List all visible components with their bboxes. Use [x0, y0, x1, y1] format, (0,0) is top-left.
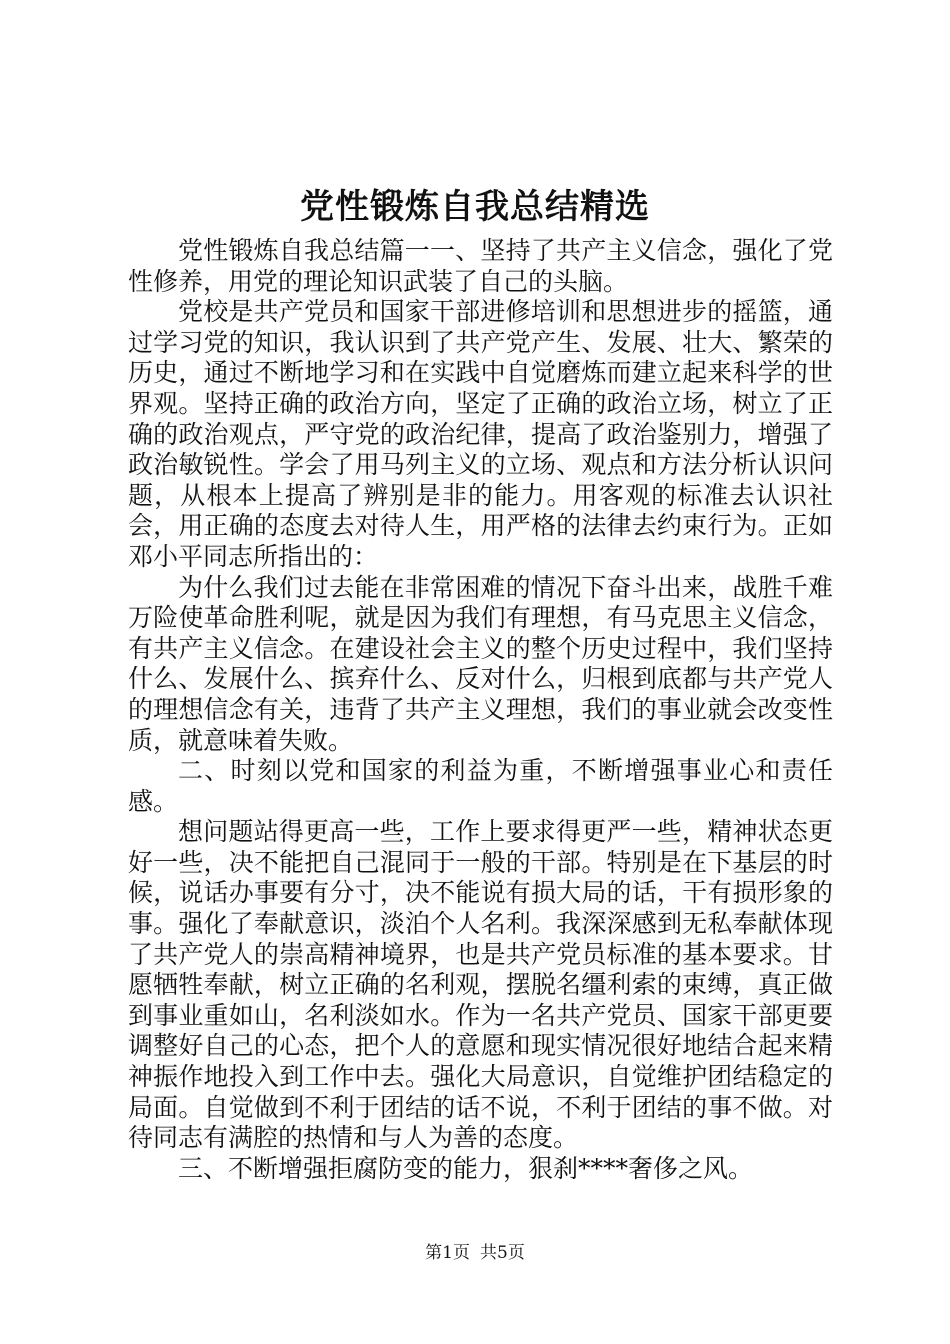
paragraph: 为什么我们过去能在非常困难的情况下奋斗出来，战胜千难万险使革命胜利呢，就是因为我们有理想，有马克思主义信念，有共产主义信念。在建设社会主义的整个历史过程中，我们坚持什么、发展什么、摈弃什么、反对什么，归根到底都与共产党人的理想信念有关，违背了共产主义理想，我们的事业就会改变性质，就意味着失败。: [128, 572, 833, 755]
section-heading: 三、不断增强拒腐防变的能力，狠刹****奢侈之风。: [178, 1153, 754, 1183]
section-heading: 二、时刻以党和国家的利益为重，不断增强事业心和责任感。: [128, 756, 833, 816]
paragraph: 想问题站得更高一些，工作上要求得更严一些，精神状态更好一些，决不能把自己混同于一般的干部。特别是在下基层的时候，说话办事要有分寸，决不能说有损大局的话，干有损形象的事。强化了奉献意识，淡泊个人名利。我深深感到无私奉献体现了共产党人的崇高精神境界，也是共产党员标准的基本要求。甘愿牺牲奉献，树立正确的名利观，摆脱名缰利索的束缚，真正做到事业重如山，名利淡如水。作为一名共产党员、国家干部更要调整好自己的心态，把个人的意愿和现实情况很好地结合起来精神振作地投入到工作中去。强化大局意识，自觉维护团结稳定的局面。自觉做到不利于团结的话不说，不利于团结的事不做。对待同志有满腔的热情和与人为善的态度。: [128, 817, 833, 1153]
paragraph: 党性锻炼自我总结篇一一、坚持了共产主义信念，强化了党性修养，用党的理论知识武装了自己的头脑。: [128, 236, 833, 296]
document-body: [128, 236, 833, 1184]
page-total: 共5页: [480, 1243, 525, 1263]
paragraph: 党校是共产党员和国家干部进修培训和思想进步的摇篮，通过学习党的知识，我认识到了共产党产生、发展、壮大、繁荣的历史，通过不断地学习和在实践中自觉磨炼而建立起来科学的世界观。坚持正确的政治方向，坚定了正确的政治立场，树立了正确的政治观点，严守党的政治纪律，提高了政治鉴别力，增强了政治敏锐性。学会了用马列主义的立场、观点和方法分析认识问题，从根本上提高了辨别是非的能力。用客观的标准去认识社会，用正确的态度去对待人生，用严格的法律去约束行为。正如邓小平同志所指出的：: [128, 297, 833, 571]
page-number: 第1页: [425, 1243, 470, 1263]
document-title: 党性锻炼自我总结精选: [300, 187, 650, 227]
page-footer: [0, 1241, 950, 1265]
